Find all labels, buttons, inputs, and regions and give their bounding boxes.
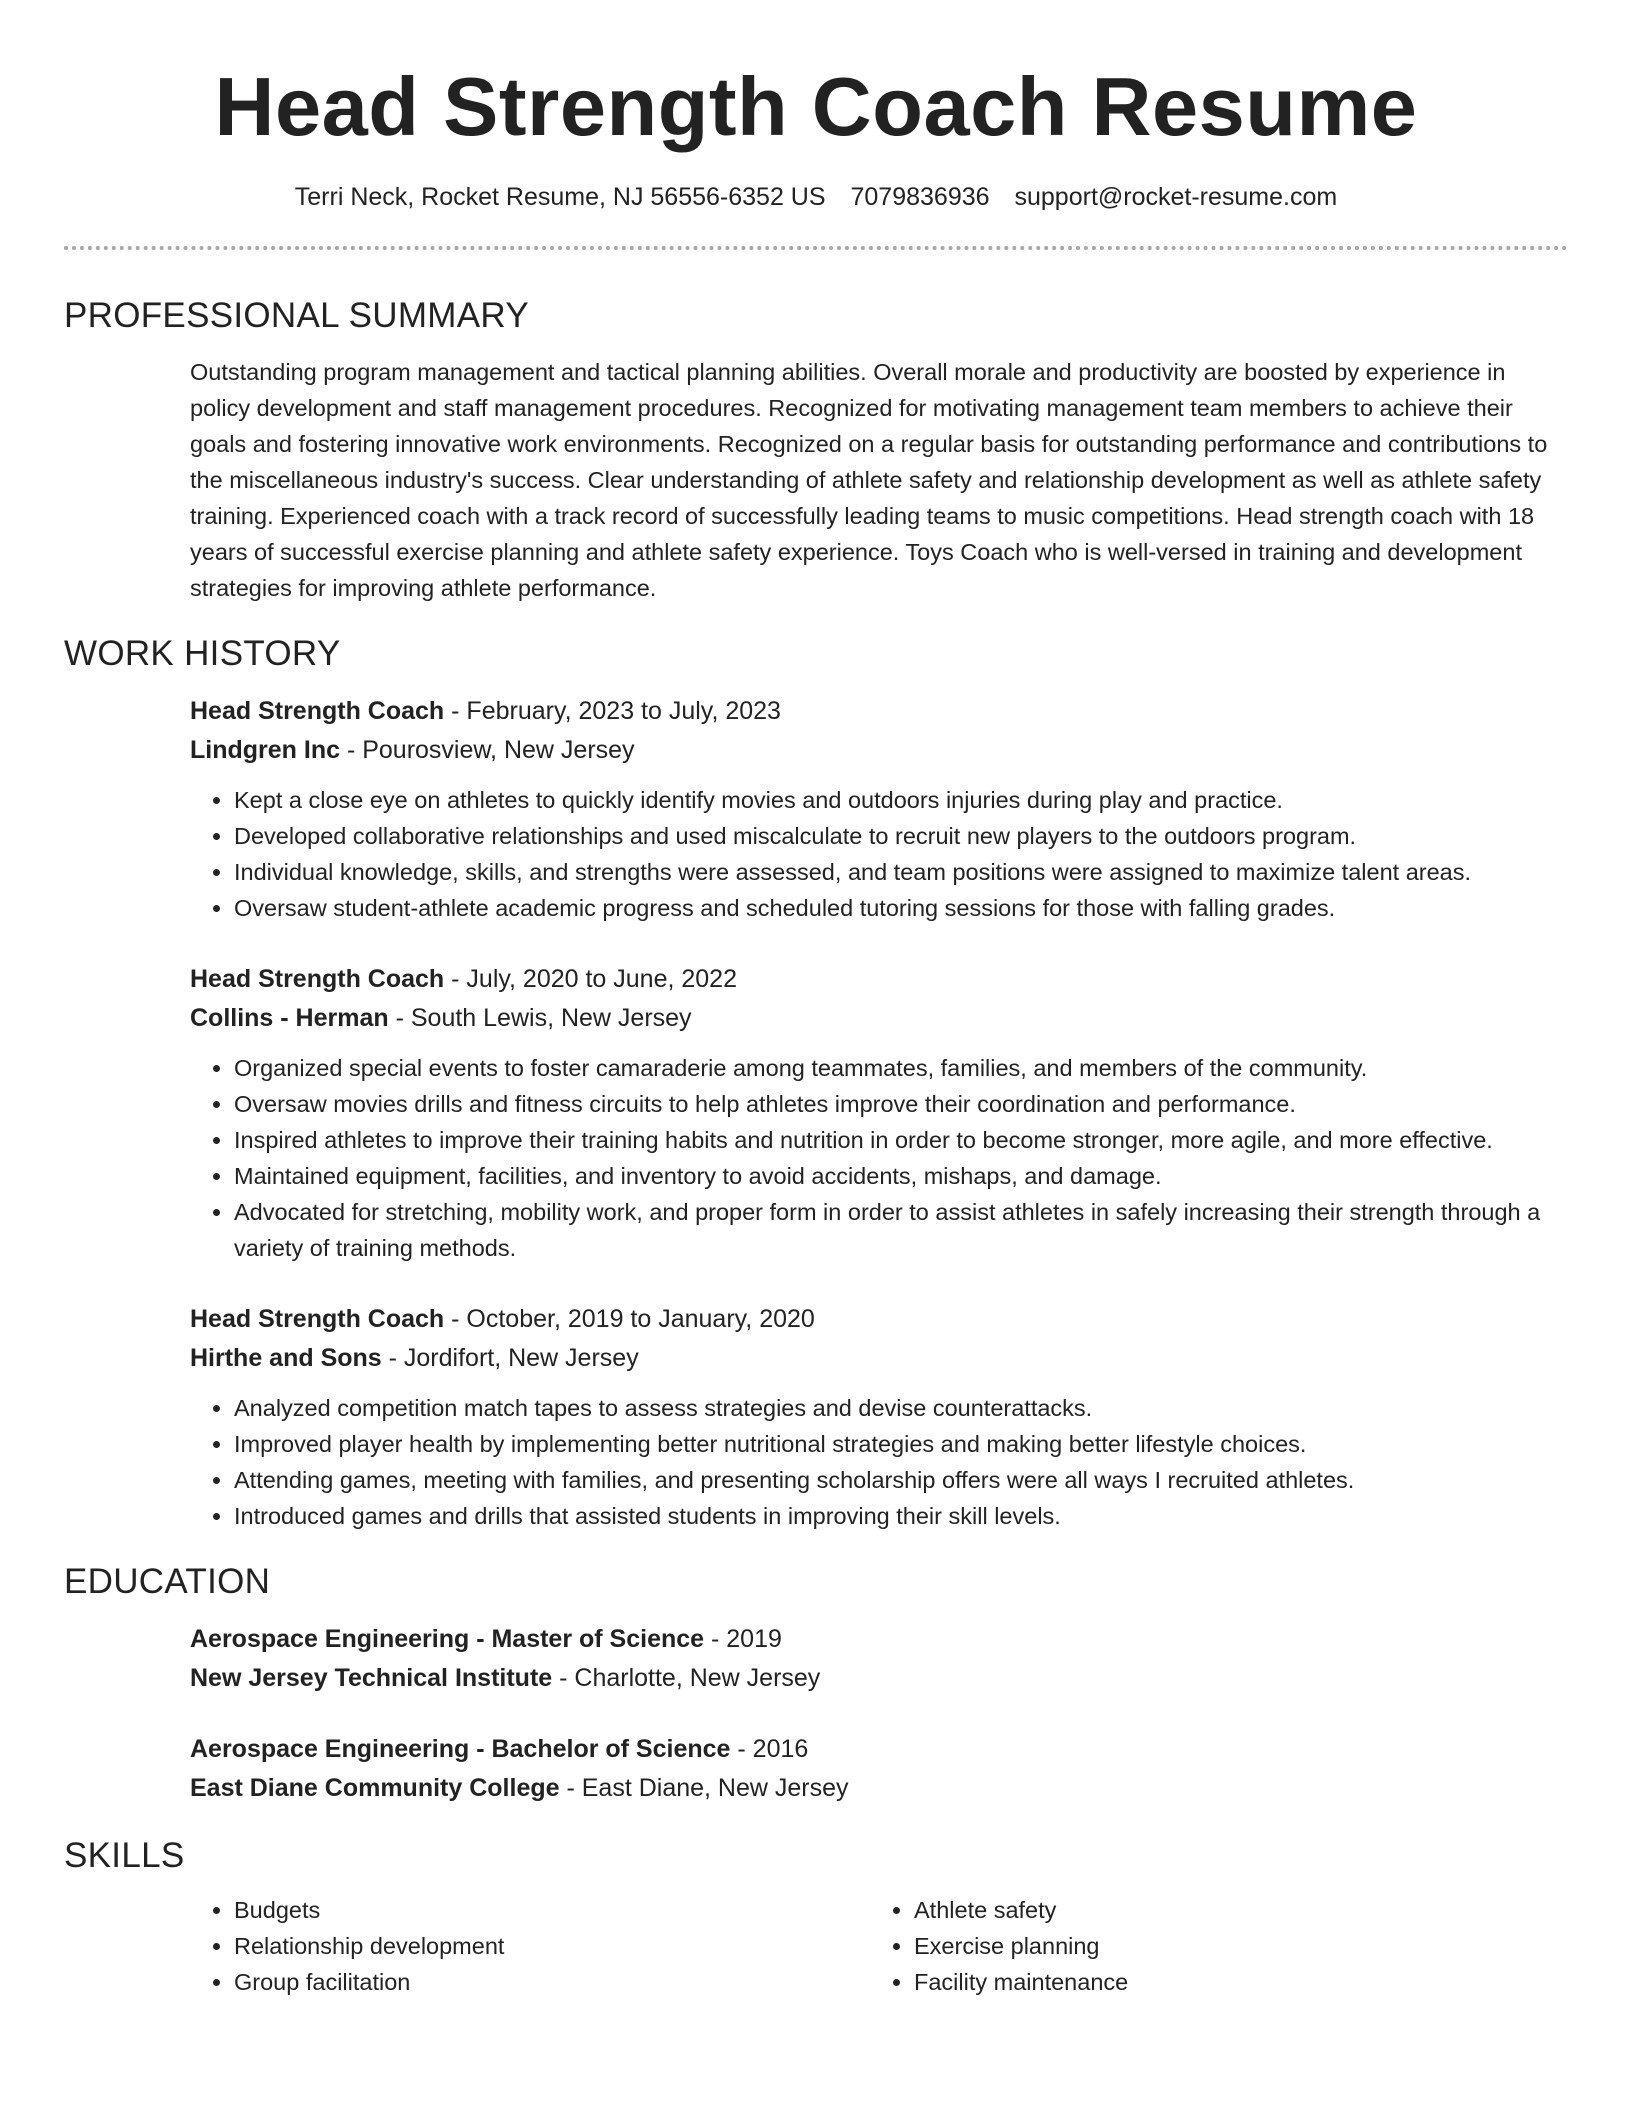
education-section [190,1620,1568,1808]
list-item: • Inspired athletes to improve their training habits and nutrition in order to become stronger, more agile, and more effective. [234,1122,1568,1158]
skill-item: • Facility maintenance [914,1964,1550,2000]
skill-item: • Group facilitation [234,1964,870,2000]
list-item: • Oversaw student-athlete academic progress and scheduled tutoring sessions for those with falling grades. [234,890,1568,926]
job-title-line [190,692,1568,731]
degree-line [190,1730,1568,1769]
job-title-line [190,960,1568,999]
summary-text: Outstanding program management and tactical planning abilities. Overall morale and productivity are boosted by experience in policy development and staff management procedures. Recognized for motivating management team members to achieve their goals and fostering innovative work environments. Recognized on a regular basis for outstanding performance and contributions to the miscellaneous industry's success. Clear understanding of athlete safety and relationship development as well as athlete safety training. Experienced coach with a track record of successfully leading teams to music competitions. Head strength coach with 18 years of successful exercise planning and athlete safety experience. Toys Coach who is well-versed in training and development strategies for improving athlete performance. [190,359,1548,601]
job-bullets [190,782,1568,926]
degree-line [190,1620,1568,1659]
education-heading: EDUCATION [64,1562,271,1601]
job-entry [190,960,1568,1266]
school: New Jersey Technical Institute [190,1664,553,1692]
skills-list-right [870,1892,1550,2000]
degree: Aerospace Engineering - Master of Science [190,1625,705,1653]
skills-heading: SKILLS [64,1836,185,1875]
job-company: Hirthe and Sons [190,1344,382,1372]
skill-item: • Exercise planning [914,1928,1550,1964]
degree-year: - 2016 [730,1735,809,1763]
list-item: • Advocated for stretching, mobility work, and proper form in order to assist athletes in safely increasing their strength through a variety of training methods. [234,1194,1568,1266]
work-history-heading: WORK HISTORY [64,634,341,673]
education-entry [190,1620,1568,1698]
skills-list-left [190,1892,870,2000]
job-bullets [190,1390,1568,1534]
school-line [190,1769,1568,1808]
summary-heading: PROFESSIONAL SUMMARY [64,296,529,335]
contact-email: support@rocket-resume.com [1014,183,1338,211]
list-item: • Maintained equipment, facilities, and inventory to avoid accidents, mishaps, and damage. [234,1158,1568,1194]
job-entry [190,692,1568,926]
list-item: • Developed collaborative relationships and used miscalculate to recruit new players to the outdoors program. [234,818,1568,854]
job-company: Collins - Herman [190,1004,389,1032]
resume-title: Head Strength Coach Resume [214,60,1418,153]
degree: Aerospace Engineering - Bachelor of Science [190,1735,731,1763]
list-item: • Organized special events to foster camaraderie among teammates, families, and members of the community. [234,1050,1568,1086]
education-entry [190,1730,1568,1808]
resume-page [64,0,1568,2000]
work-history-section [190,692,1568,1534]
school-line [190,1659,1568,1698]
job-location: - Pourosview, New Jersey [340,736,635,764]
job-title-line [190,1300,1568,1339]
degree-year: - 2019 [704,1625,782,1653]
job-dates: - February, 2023 to July, 2023 [444,697,781,725]
contact-phone: 7079836936 [850,183,990,211]
list-item: • Individual knowledge, skills, and strengths were assessed, and team positions were assigned to maximize talent areas. [234,854,1568,890]
summary-section [190,354,1568,606]
job-dates: - October, 2019 to January, 2020 [444,1305,815,1333]
job-location: - Jordifort, New Jersey [381,1344,639,1372]
job-company-line [190,999,1568,1038]
school: East Diane Community College [190,1774,560,1802]
list-item: • Analyzed competition match tapes to assess strategies and devise counterattacks. [234,1390,1568,1426]
job-location: - South Lewis, New Jersey [388,1004,692,1032]
list-item: • Attending games, meeting with families, and presenting scholarship offers were all ways I recruited athletes. [234,1462,1568,1498]
skill-item: • Relationship development [234,1928,870,1964]
skill-item: • Athlete safety [914,1892,1550,1928]
list-item: • Kept a close eye on athletes to quickly identify movies and outdoors injuries during play and practice. [234,782,1568,818]
school-location: - Charlotte, New Jersey [552,1664,821,1692]
school-location: - East Diane, New Jersey [559,1774,849,1802]
list-item: • Improved player health by implementing better nutritional strategies and making better lifestyle choices. [234,1426,1568,1462]
job-title: Head Strength Coach [190,1305,445,1333]
job-company: Lindgren Inc [190,736,340,764]
job-dates: - July, 2020 to June, 2022 [444,965,737,993]
list-item: • Introduced games and drills that assisted students in improving their skill levels. [234,1498,1568,1534]
header-divider [64,246,1568,250]
job-title: Head Strength Coach [190,965,445,993]
job-title: Head Strength Coach [190,697,445,725]
job-company-line [190,731,1568,770]
skills-grid [190,1892,1568,2000]
skills-section [190,1892,1568,2000]
job-entry [190,1300,1568,1534]
list-item: • Oversaw movies drills and fitness circuits to help athletes improve their coordination and performance. [234,1086,1568,1122]
job-bullets [190,1050,1568,1266]
skill-item: • Budgets [234,1892,870,1928]
job-company-line [190,1339,1568,1378]
contact-line [64,181,1568,213]
contact-address: Terri Neck, Rocket Resume, NJ 56556-6352 US [294,183,826,211]
